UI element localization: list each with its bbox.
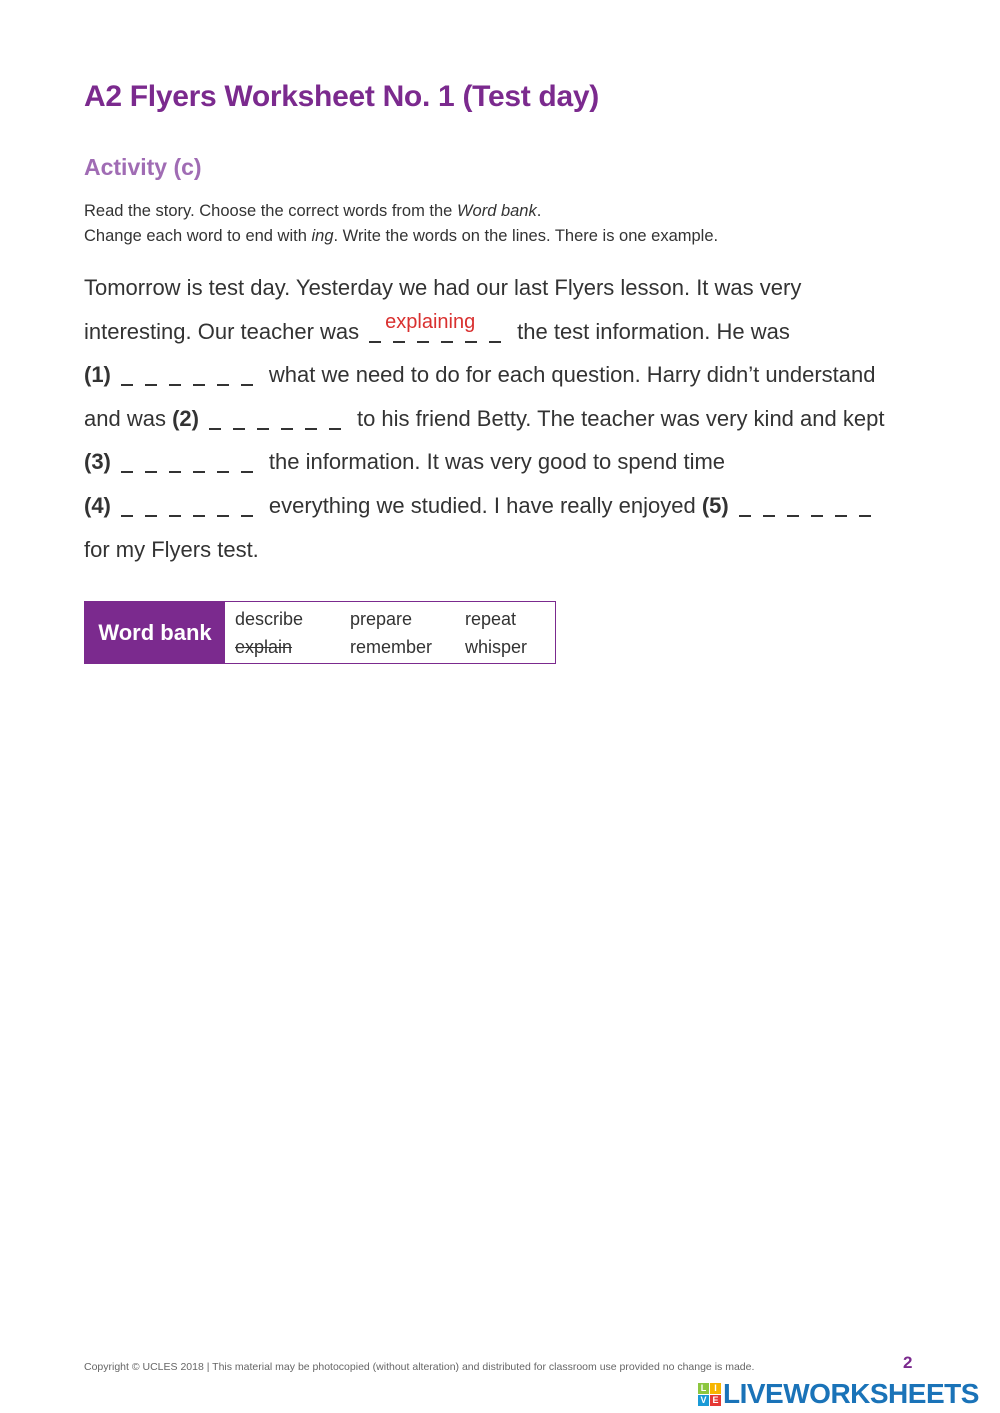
- story: [84, 266, 914, 571]
- story-text: the information. It was very good to spend time: [268, 449, 726, 475]
- example-blank: [369, 310, 507, 343]
- logo-letter: V: [698, 1395, 709, 1406]
- answer-blank-4[interactable]: [121, 495, 259, 517]
- example-answer: explaining: [385, 310, 476, 333]
- answer-blank-3[interactable]: [121, 451, 259, 473]
- word-bank-word: whisper: [465, 637, 528, 657]
- story-text: what we need to do for each question. Harry didn’t understand: [268, 362, 876, 388]
- story-text: interesting. Our teacher was: [84, 318, 360, 344]
- question-number: (4): [84, 492, 111, 518]
- answer-blank-2[interactable]: [209, 408, 347, 430]
- instr-text: .: [536, 202, 542, 220]
- logo-letter: I: [710, 1383, 721, 1394]
- instr-text: Word bank: [456, 202, 537, 220]
- logo-mark-icon: [698, 1383, 721, 1406]
- copyright-notice: Copyright © UCLES 2018 | This material may be photocopied (without alteration) and distributed for classroom use provided no change is made.: [84, 1361, 755, 1373]
- instr-text: . Write the words on the lines. There is one example.: [333, 227, 719, 245]
- instr-text: Read the story. Choose the correct words from the: [84, 202, 457, 220]
- word-bank-label: Word bank: [85, 602, 225, 663]
- instr-text: ing: [311, 227, 334, 245]
- question-number: (1): [84, 362, 111, 388]
- story-text: everything we studied. I have really enjoyed: [268, 492, 696, 518]
- word-bank-word: prepare: [350, 609, 413, 629]
- word-bank-word: repeat: [465, 609, 517, 629]
- story-text: and was: [84, 405, 166, 431]
- page-title: A2 Flyers Worksheet No. 1 (Test day): [84, 80, 599, 113]
- instr-text: Change each word to end with: [84, 227, 312, 245]
- story-text: Tomorrow is test day. Yesterday we had our last Flyers lesson. It was very: [84, 275, 802, 300]
- word-bank-word-used: explain: [235, 637, 293, 657]
- liveworksheets-logo: [698, 1378, 979, 1410]
- word-bank-word: describe: [235, 609, 304, 629]
- logo-text: LIVEWORKSHEETS: [723, 1378, 979, 1409]
- activity-heading: Activity (c): [84, 154, 202, 180]
- question-number: (2): [172, 405, 199, 431]
- page-number: 2: [903, 1353, 913, 1372]
- story-text: for my Flyers test.: [84, 536, 259, 562]
- story-text: the test information. He was: [517, 318, 790, 344]
- question-number: (5): [701, 492, 729, 518]
- instructions: [84, 199, 718, 249]
- answer-blank-1[interactable]: [121, 364, 259, 386]
- logo-letter: L: [698, 1383, 709, 1394]
- word-bank: [84, 601, 556, 664]
- question-number: (3): [84, 449, 111, 475]
- story-text: to his friend Betty. The teacher was very kind and kept: [356, 405, 885, 431]
- logo-letter: E: [710, 1395, 721, 1406]
- word-bank-word: remember: [350, 637, 433, 657]
- answer-blank-5[interactable]: [739, 495, 877, 517]
